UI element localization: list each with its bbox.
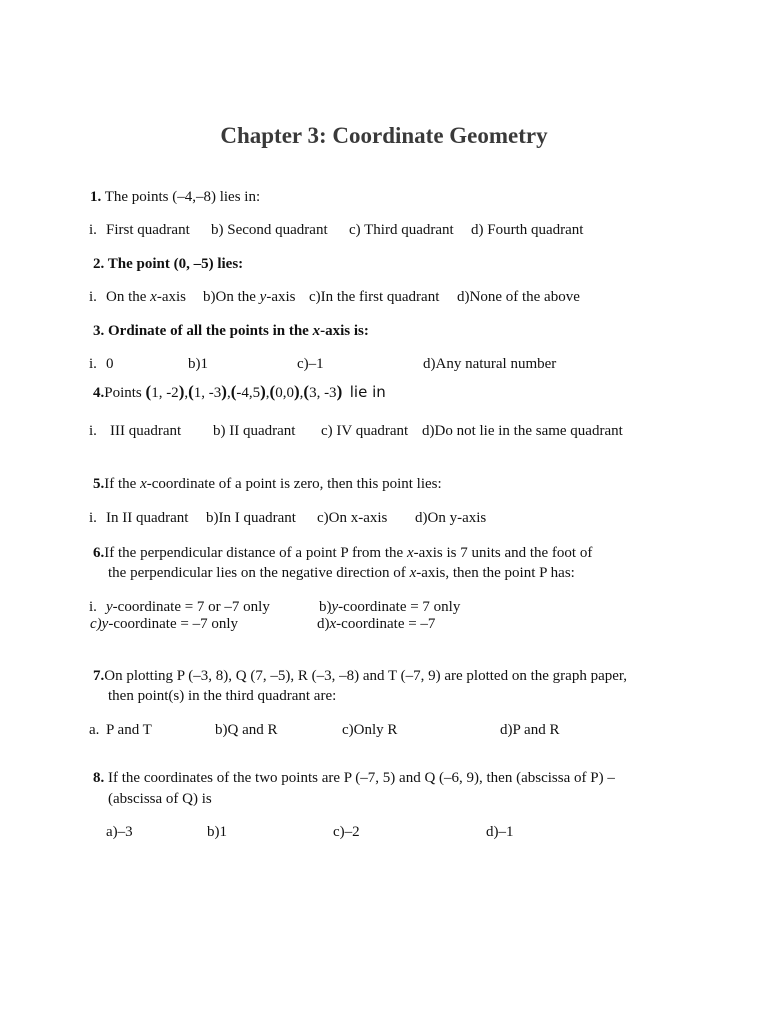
option-c: c)On x-axis	[317, 510, 388, 526]
option-d: d)None of the above	[457, 289, 580, 305]
question-text: The point (0, –5) lies:	[107, 256, 244, 272]
option-c: c)–2	[333, 824, 360, 840]
question-4	[93, 382, 386, 403]
question-3	[93, 321, 369, 341]
question-5	[93, 474, 442, 494]
option-c: c)Only R	[342, 722, 398, 738]
option-marker: i.	[89, 423, 97, 439]
question-text-line-1: If the perpendicular distance of a point P from the x-axis is 7 units and the foot of	[104, 545, 593, 561]
option-b: b)1	[207, 824, 227, 840]
question-number: 4.	[93, 385, 105, 401]
page-title: Chapter 3: Coordinate Geometry	[220, 123, 548, 148]
question-text-line-1: If the coordinates of the two points are P (–7, 5) and Q (–6, 9), then (abscissa of P) –	[108, 770, 615, 786]
question-2	[93, 254, 243, 274]
option-c: c)–1	[297, 356, 324, 372]
option-marker: a.	[89, 722, 100, 738]
question-number: 3.	[93, 323, 105, 339]
option-a: y-coordinate = 7 or –7 only	[106, 599, 270, 615]
question-text-line-1: On plotting P (–3, 8), Q (7, –5), R (–3, –8) and T (–7, 9) are plotted on the graph paper,	[104, 668, 628, 684]
question-number: 5.	[93, 476, 105, 492]
question-number: 7.	[93, 668, 105, 684]
question-text-line-2: the perpendicular lies on the negative direction of x-axis, then the point P has:	[108, 565, 575, 581]
option-a: In II quadrant	[106, 510, 189, 526]
option-b: b)Q and R	[215, 722, 278, 738]
question-6	[93, 543, 592, 563]
option-b: b)In I quadrant	[206, 510, 296, 526]
option-a: On the x-axis	[106, 289, 187, 305]
option-marker: i.	[89, 289, 97, 305]
question-number: 6.	[93, 545, 105, 561]
question-8	[93, 768, 615, 788]
option-marker: i.	[89, 356, 97, 372]
option-d: d)Do not lie in the same quadrant	[422, 423, 623, 439]
option-c: c)y-coordinate = –7 only	[90, 616, 239, 632]
option-marker: i.	[89, 222, 97, 238]
option-a: 0	[106, 356, 114, 372]
option-c: c) IV quadrant	[321, 423, 409, 439]
option-b: b)1	[188, 356, 208, 372]
option-marker: i.	[89, 599, 97, 615]
option-c: c)In the first quadrant	[309, 289, 440, 305]
question-text: The points (–4,–8) lies in:	[104, 189, 261, 205]
option-b: b) Second quadrant	[211, 222, 328, 238]
option-d: d)P and R	[500, 722, 560, 738]
option-c: c) Third quadrant	[349, 222, 454, 238]
question-number: 8.	[93, 770, 105, 786]
question-text: Ordinate of all the points in the x-axis is:	[108, 323, 369, 339]
option-d: d)On y-axis	[415, 510, 487, 526]
question-number: 2.	[93, 256, 105, 272]
option-a: a)–3	[106, 824, 133, 840]
question-1	[90, 187, 260, 207]
question-text: If the x-coordinate of a point is zero, then this point lies:	[104, 476, 442, 492]
question-text-line-2: then point(s) in the third quadrant are:	[108, 688, 337, 704]
option-b: b)y-coordinate = 7 only	[319, 599, 461, 615]
option-d: d)–1	[486, 824, 514, 840]
question-7	[93, 666, 627, 686]
question-text: Points (1, -2),(1, -3),(-4,5),(0,0),(3, -3) lie in	[104, 382, 386, 401]
option-d: d)Any natural number	[423, 356, 557, 372]
question-number: 1.	[90, 189, 102, 205]
option-d: d)x-coordinate = –7	[317, 616, 436, 632]
option-d: d) Fourth quadrant	[471, 222, 584, 238]
option-a: P and T	[106, 722, 152, 738]
option-b: b)On the y-axis	[203, 289, 296, 305]
option-marker: i.	[89, 510, 97, 526]
option-b: b) II quadrant	[213, 423, 296, 439]
question-text-line-2: (abscissa of Q) is	[108, 791, 212, 807]
option-a: First quadrant	[106, 222, 190, 238]
option-a: III quadrant	[110, 423, 182, 439]
